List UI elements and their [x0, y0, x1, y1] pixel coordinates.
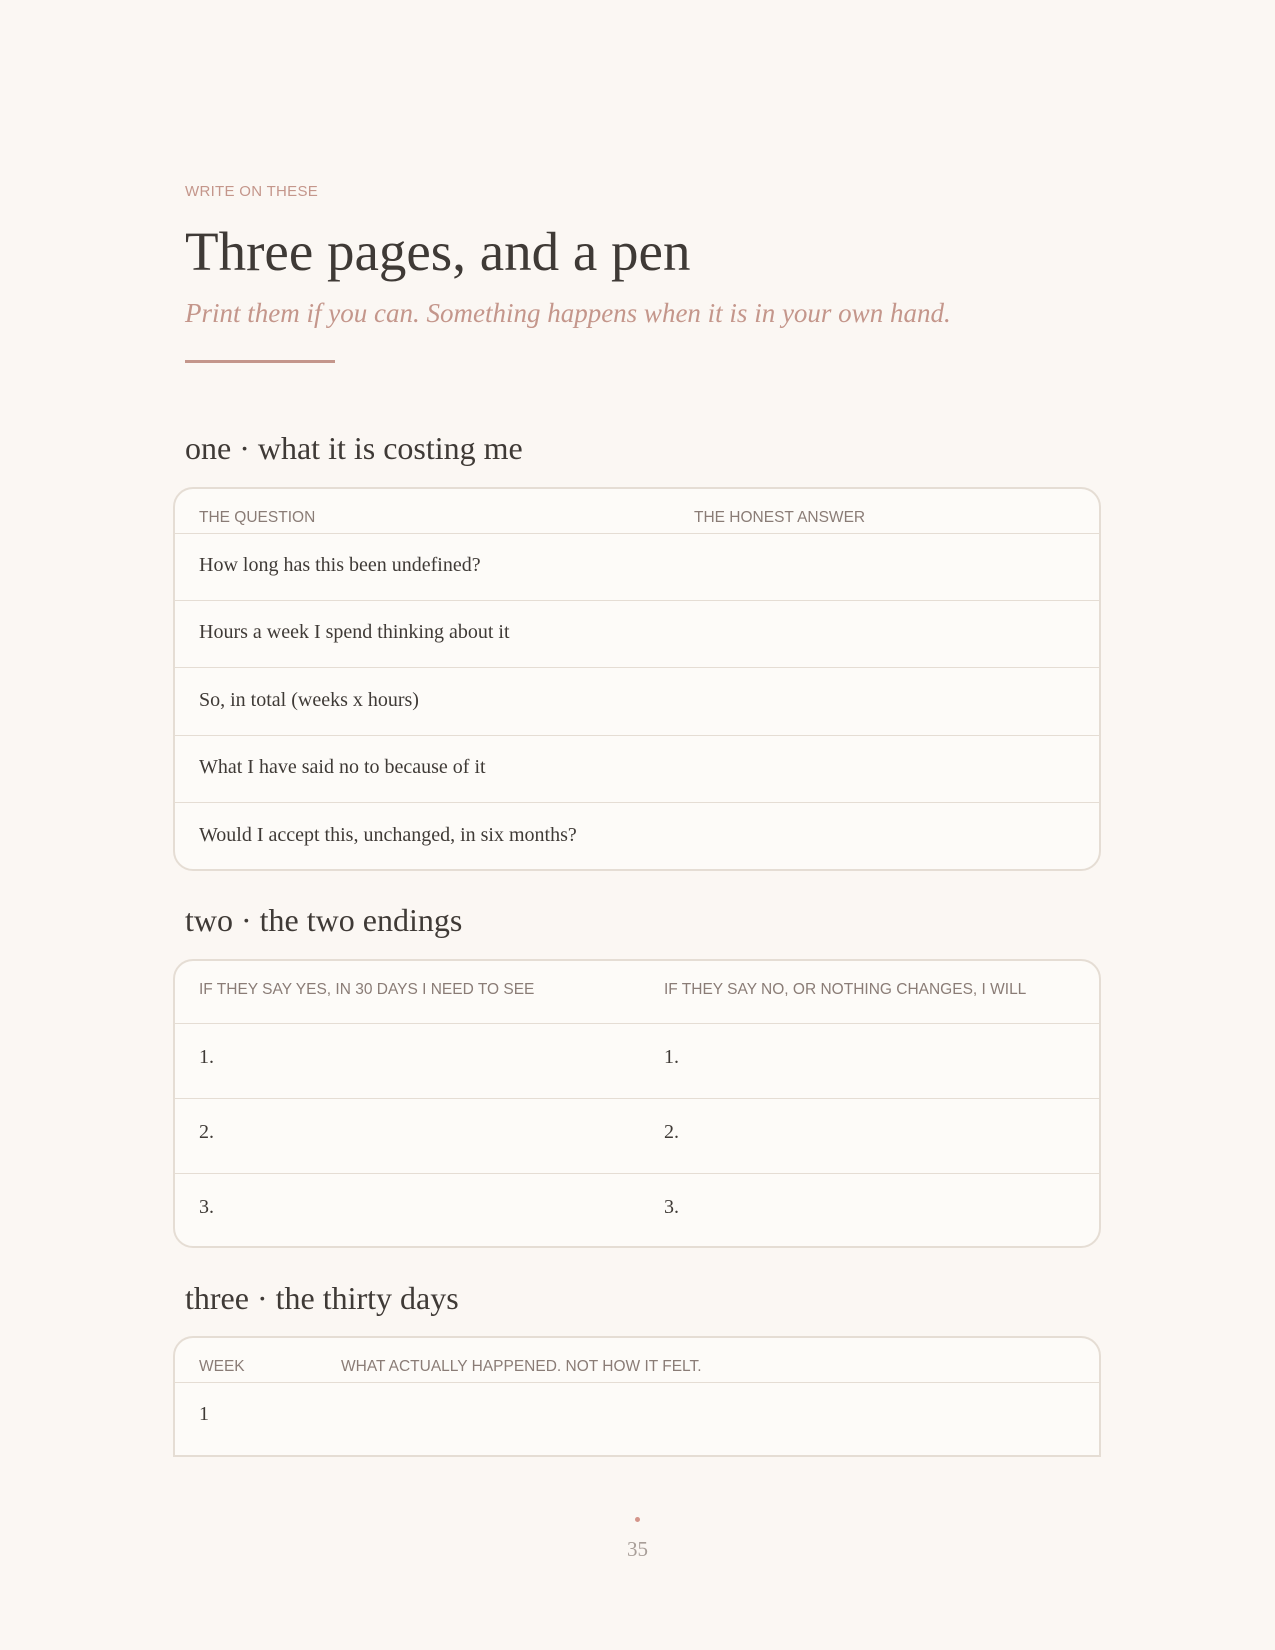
no-item-number: 3.: [664, 1196, 679, 1218]
question-text: How long has this been undefined?: [199, 554, 481, 576]
column-header-happened: WHAT ACTUALLY HAPPENED. NOT HOW IT FELT.: [341, 1358, 702, 1375]
table-row: [175, 533, 1099, 601]
section-three-table: [173, 1336, 1101, 1457]
yes-item-number: 3.: [199, 1196, 214, 1218]
footer-dot: [635, 1517, 640, 1522]
section-one-title: one · what it is costing me: [185, 430, 523, 466]
question-text: Would I accept this, unchanged, in six months?: [199, 824, 577, 846]
table-row: [175, 735, 1099, 803]
table-row: [175, 802, 1099, 871]
yes-item-number: 1.: [199, 1046, 214, 1068]
table-row: [175, 600, 1099, 668]
column-header-week: WEEK: [199, 1358, 245, 1375]
column-header-answer: THE HONEST ANSWER: [694, 509, 866, 526]
section-three-title: three · the thirty days: [185, 1280, 459, 1316]
section-two-title: two · the two endings: [185, 902, 463, 938]
no-item-number: 2.: [664, 1121, 679, 1143]
question-text: What I have said no to because of it: [199, 756, 486, 778]
yes-item-number: 2.: [199, 1121, 214, 1143]
week-number: 1: [199, 1403, 209, 1425]
section-two-table: [173, 959, 1101, 1248]
table-row: [175, 1382, 1099, 1457]
no-item-number: 1.: [664, 1046, 679, 1068]
section-one-table: [173, 487, 1101, 871]
table-row: [175, 667, 1099, 736]
column-header-no: IF THEY SAY NO, OR NOTHING CHANGES, I WILL: [664, 981, 1027, 998]
eyebrow-label: WRITE ON THESE: [185, 183, 319, 200]
page-subtitle: Print them if you can. Something happens when it is in your own hand.: [185, 298, 951, 328]
question-text: Hours a week I spend thinking about it: [199, 621, 510, 643]
page-number: 35: [627, 1537, 648, 1561]
column-header-question: THE QUESTION: [199, 509, 316, 526]
question-text: So, in total (weeks x hours): [199, 689, 419, 711]
table-row: [175, 1023, 1099, 1099]
page-title: Three pages, and a pen: [185, 221, 691, 282]
table-row: [175, 1098, 1099, 1174]
title-divider: [185, 360, 335, 363]
table-row: [175, 1173, 1099, 1248]
column-header-yes: IF THEY SAY YES, IN 30 DAYS I NEED TO SEE: [199, 981, 535, 998]
